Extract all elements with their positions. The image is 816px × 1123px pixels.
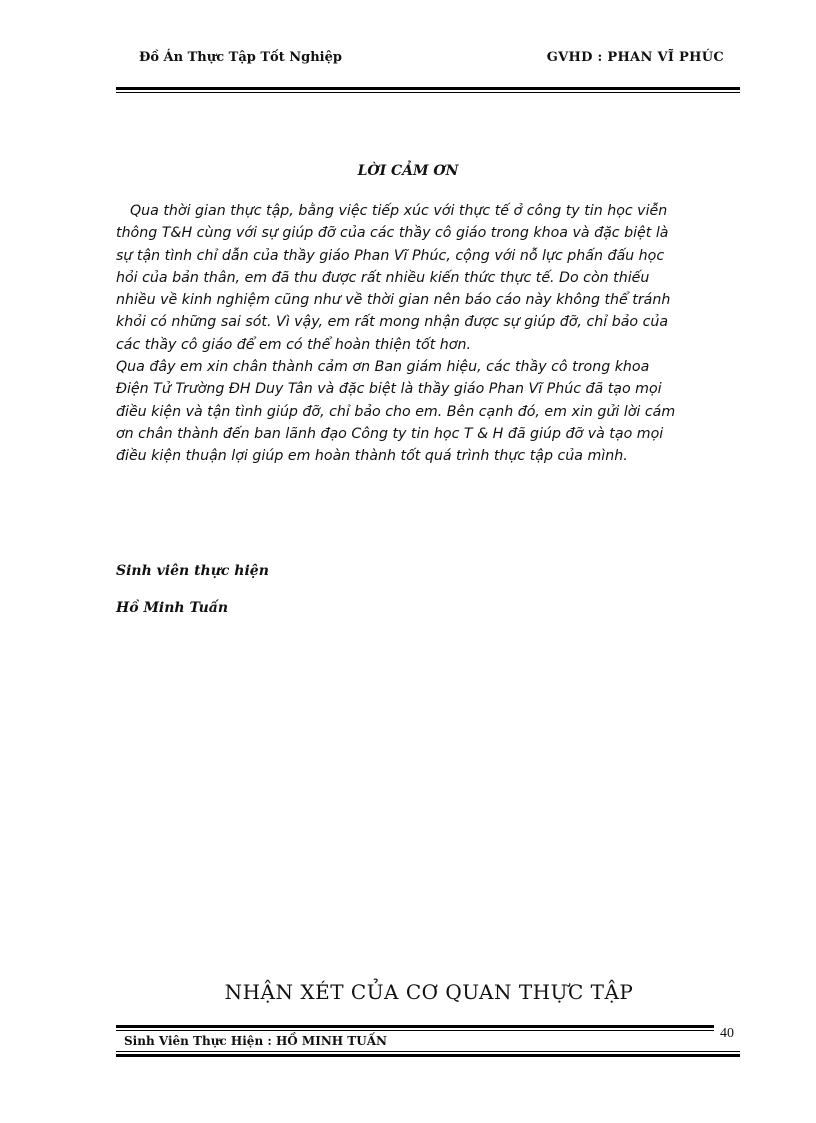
signature-role: Sinh viên thực hiện <box>116 563 269 579</box>
body-line: điều kiện và tận tình giúp đỡ, chỉ bảo cho em. Bên cạnh đó, em xin gửi lời cám <box>116 403 676 420</box>
acknowledgement-title: LỜI CẢM ƠN <box>357 163 459 179</box>
body-line: Điện Tử Trường ĐH Duy Tân và đặc biệt là thầy giáo Phan Vĩ Phúc đã tạo mọi <box>116 381 662 398</box>
header-rule-thin <box>116 92 740 93</box>
page-number: 40 <box>720 1026 734 1041</box>
body-line: hỏi của bản thân, em đã thu được rất nhiều kiến thức thực tế. Do còn thiếu <box>116 269 650 286</box>
body-line: sự tận tình chỉ dẫn của thầy giáo Phan Vĩ Phúc, cộng với nỗ lực phấn đấu học <box>116 247 665 264</box>
footer-rule-thick-bottom <box>116 1054 740 1057</box>
body-line: Qua đây em xin chân thành cảm ơn Ban giám hiệu, các thầy cô trong khoa <box>116 359 650 376</box>
header-title: Đồ Án Thực Tập Tốt Nghiệp <box>139 50 342 65</box>
footer-rule-thin-bottom <box>116 1051 740 1052</box>
body-line: Qua thời gian thực tập, bằng việc tiếp xúc với thực tế ở công ty tin học viễn <box>130 203 668 219</box>
body-line: ơn chân thành đến ban lãnh đạo Công ty tin học T & H đã giúp đỡ và tạo mọi <box>116 425 664 442</box>
footer-author: Sinh Viên Thực Hiện : HỒ MINH TUẤN <box>124 1034 387 1048</box>
header-rule-thick <box>116 87 740 90</box>
footer-rule-thick-top <box>116 1025 714 1028</box>
body-line: các thầy cô giáo để em có thể hoàn thiện tốt hơn. <box>116 336 471 353</box>
body-line: điều kiện thuận lợi giúp em hoàn thành tốt quá trình thực tập của mình. <box>116 448 628 465</box>
section-heading: NHẬN XÉT CỦA CƠ QUAN THỰC TẬP <box>224 980 634 1004</box>
body-line: khỏi có những sai sót. Vì vậy, em rất mong nhận được sự giúp đỡ, chỉ bảo của <box>116 314 669 331</box>
body-line: thông T&H cùng với sự giúp đỡ của các thầy cô giáo trong khoa và đặc biệt là <box>116 225 669 242</box>
footer-rule-thin-top <box>116 1030 714 1031</box>
header-supervisor: GVHD : PHAN VĨ PHÚC <box>546 50 724 65</box>
signature-name: Hồ Minh Tuấn <box>116 600 229 616</box>
acknowledgement-body <box>116 200 746 468</box>
body-line: nhiều về kinh nghiệm cũng như về thời gian nên báo cáo này không thể tránh <box>116 292 671 309</box>
